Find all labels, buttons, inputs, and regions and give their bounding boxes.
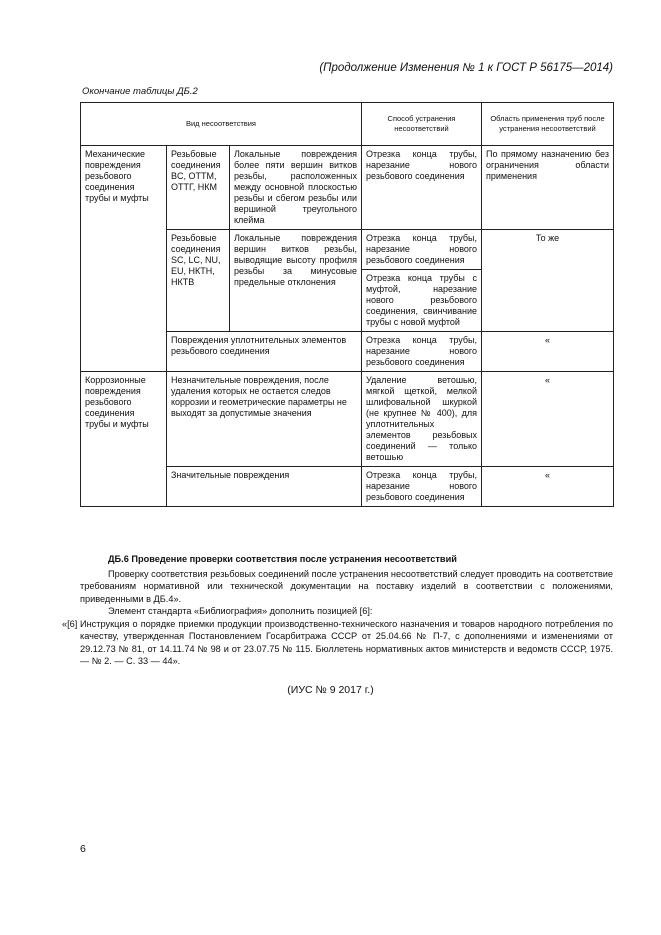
sub1-connections: Резьбовые соединения BC, ОТТМ, ОТТГ, НКМ: [167, 146, 230, 230]
seal-method: Отрезка конца трубы, нарезание нового резьбового соединения: [362, 332, 482, 372]
mechanical-group-label: Механические повреждения резьбового соединения трубы и муфты: [81, 146, 167, 372]
table-row: [81, 146, 614, 230]
seal-area: «: [482, 332, 614, 372]
corrosion-major-method: Отрезка конца трубы, нарезание нового резьбового соединения: [362, 467, 482, 507]
corrosion-major-description: Значительные повреждения: [167, 467, 362, 507]
corrosion-minor-description: Незначительные повреждения, после удаления которых не остается следов коррозии и геометрические параметры не выходят за допустимые значения: [167, 372, 362, 467]
bibliography-text: Инструкция о порядке приемки продукции производственно-технического назначения и товаров народного потребления по качеству, утвержденная Постановлением Госарбитража СССР от 25.04.66 № П-7, с дополнениями и изменениями от 29.12.73 № 81, от 14.11.74 № 98 и от 23.07.75 № 115. Бюллетень нормативных актов министерств и ведомств СССР, 1975. — № 2. — С. 33 — 44».: [80, 618, 613, 666]
section-title: ДБ.6 Проведение проверки соответствия после устранения несоответствий: [108, 554, 457, 564]
corrosion-minor-area: «: [482, 372, 614, 467]
seal-description: Повреждения уплотнительных элементов резьбового соединения: [167, 332, 362, 372]
table-caption: Окончание таблицы ДБ.2: [82, 86, 198, 97]
sub1-area: По прямому назначению без ограничения области применения: [482, 146, 614, 230]
corrosion-group-label: Коррозионные повреждения резьбового соединения трубы и муфты: [81, 372, 167, 507]
bibliography-intro: Элемент стандарта «Библиография» дополнить позицией [6]:: [108, 606, 373, 616]
header-elimination-method: Способ устранения несоответствий: [362, 103, 482, 146]
header-defect-type: Вид несоответствия: [81, 103, 362, 146]
defects-table: [80, 102, 614, 507]
sub2-method-b: Отрезка конца трубы с муфтой, нарезание нового резьбового соединения, свинчивание трубы с новой муфтой: [362, 270, 482, 332]
section-paragraph: Проверку соответствия резьбовых соединений после устранения несоответствий следует проводить на соответствие требованиям нормативной или технической документации на поставку изделий в соответствии с положениями, приведенными в ДБ.4».: [80, 568, 613, 604]
bibliography-ref: «[6]: [62, 618, 78, 629]
header-application-area: Область применения труб после устранения несоответствий: [482, 103, 614, 146]
page-number: 6: [80, 843, 86, 855]
section-db6: [62, 553, 613, 668]
document-header-reference: (Продолжение Изменения № 1 к ГОСТ Р 56175—2014): [319, 62, 613, 74]
bibliography-entry: [62, 618, 613, 668]
sub2-method-a: Отрезка конца трубы, нарезание нового резьбового соединения: [362, 230, 482, 270]
ius-note: (ИУС № 9 2017 г.): [287, 684, 374, 696]
table-row: [81, 372, 614, 467]
corrosion-minor-method: Удаление ветошью, мягкой щеткой, мелкой шлифовальной шкуркой (не крупнее № 400), для уплотнительных элементов резьбовых соединений — только ветошью: [362, 372, 482, 467]
corrosion-major-area: «: [482, 467, 614, 507]
sub1-method: Отрезка конца трубы, нарезание нового резьбового соединения: [362, 146, 482, 230]
sub1-description: Локальные повреждения более пяти вершин витков резьбы, расположенных между основной плоскостью резьбы и сбегом резьбы или вершиной треугольного клейма: [230, 146, 362, 230]
sub2-area: То же: [482, 230, 614, 332]
sub2-description: Локальные повреждения вершин витков резьбы, выводящие высоту профиля резьбы за минусовые предельные отклонения: [230, 230, 362, 332]
table-header-row: [81, 103, 614, 146]
sub2-connections: Резьбовые соединения SC, LC, NU, EU, НКТН, НКТВ: [167, 230, 230, 332]
